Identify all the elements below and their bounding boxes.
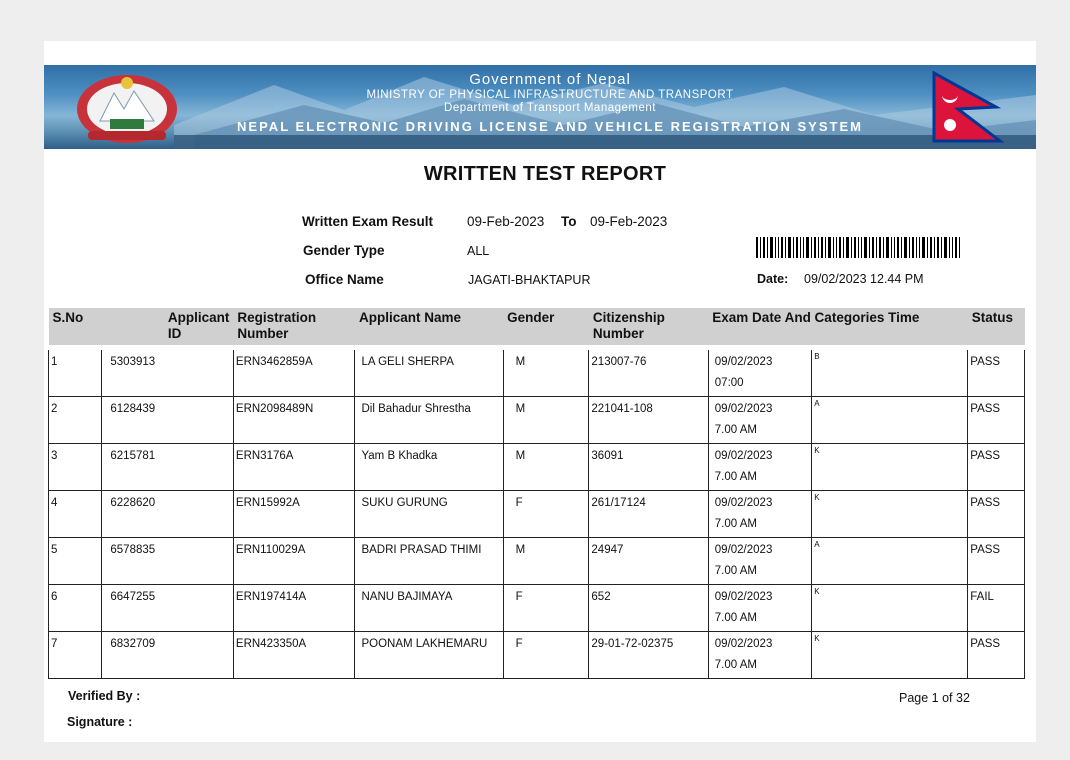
- cell-category: K: [812, 491, 968, 538]
- cell-gender: F: [503, 632, 589, 679]
- table-row: [49, 632, 1025, 679]
- exam-date: 09/02/2023: [714, 450, 773, 462]
- cell-applicant-id: 6647255: [102, 585, 234, 632]
- cell-gender: F: [503, 491, 589, 538]
- cell-registration-number: ERN197414A: [233, 585, 355, 632]
- cell-sno: 1: [49, 348, 102, 397]
- cell-status: PASS: [968, 444, 1025, 491]
- office-name-label: Office Name: [305, 272, 384, 287]
- exam-date: 09/02/2023: [714, 544, 773, 556]
- cell-status: PASS: [968, 632, 1025, 679]
- cell-applicant-name: LA GELI SHERPA: [355, 348, 503, 397]
- page-indicator: Page 1 of 32: [899, 691, 970, 705]
- col-header-exam-date-categories: Exam Date And Categories Time: [708, 308, 967, 348]
- cell-citizenship-number: 221041-108: [589, 397, 708, 444]
- cell-applicant-id: 6832709: [102, 632, 234, 679]
- cell-citizenship-number: 261/17124: [589, 491, 708, 538]
- cell-citizenship-number: 29-01-72-02375: [589, 632, 708, 679]
- cell-exam-date-time: [708, 632, 811, 679]
- cell-sno: 4: [49, 491, 102, 538]
- cell-category: K: [812, 585, 968, 632]
- cell-applicant-name: NANU BAJIMAYA: [355, 585, 503, 632]
- cell-gender: M: [503, 444, 589, 491]
- exam-time: 7.00 AM: [714, 612, 757, 624]
- exam-time: 7.00 AM: [714, 659, 757, 671]
- cell-sno: 6: [49, 585, 102, 632]
- cell-exam-date-time: [708, 538, 811, 585]
- date-value: 09/02/2023 12.44 PM: [804, 272, 924, 286]
- exam-time: 7.00 AM: [714, 518, 757, 530]
- exam-date: 09/02/2023: [714, 638, 773, 650]
- table-header-row: [49, 308, 1025, 348]
- col-header-applicant-id: Applicant ID: [102, 308, 234, 348]
- gender-type-label: Gender Type: [303, 243, 385, 258]
- gender-type-value: ALL: [467, 244, 490, 258]
- results-table: [48, 308, 1025, 679]
- cell-category: A: [812, 397, 968, 444]
- table-row: [49, 444, 1025, 491]
- cell-status: PASS: [968, 348, 1025, 397]
- col-header-sno: S.No: [49, 308, 102, 348]
- cell-applicant-id: 6228620: [102, 491, 234, 538]
- exam-date-to: 09-Feb-2023: [590, 214, 668, 229]
- exam-time: 7.00 AM: [714, 424, 757, 436]
- table-row: [49, 348, 1025, 397]
- exam-date: 09/02/2023: [714, 591, 773, 603]
- cell-applicant-id: 6215781: [102, 444, 234, 491]
- system-title: NEPAL ELECTRONIC DRIVING LICENSE AND VEHICLE REGISTRATION SYSTEM: [237, 119, 863, 134]
- report-page: [44, 41, 1036, 742]
- report-title: WRITTEN TEST REPORT: [423, 163, 667, 185]
- col-header-status: Status: [968, 308, 1025, 348]
- cell-applicant-name: POONAM LAKHEMARU: [355, 632, 503, 679]
- cell-sno: 2: [49, 397, 102, 444]
- exam-date-from: 09-Feb-2023: [467, 214, 545, 229]
- to-label: To: [561, 214, 577, 229]
- exam-date: 09/02/2023: [714, 356, 773, 368]
- cell-registration-number: ERN3176A: [233, 444, 355, 491]
- header-banner: [44, 65, 1036, 149]
- exam-result-label: Written Exam Result: [302, 214, 434, 229]
- cell-exam-date-time: [708, 348, 811, 397]
- cell-citizenship-number: 213007-76: [589, 348, 708, 397]
- cell-applicant-name: SUKU GURUNG: [355, 491, 503, 538]
- cell-applicant-name: Yam B Khadka: [355, 444, 503, 491]
- cell-registration-number: ERN2098489N: [233, 397, 355, 444]
- cell-exam-date-time: [708, 397, 811, 444]
- cell-registration-number: ERN110029A: [233, 538, 355, 585]
- cell-category: A: [812, 538, 968, 585]
- col-header-applicant-name: Applicant Name: [355, 308, 503, 348]
- exam-time: 07:00: [714, 377, 744, 389]
- table-row: [49, 585, 1025, 632]
- cell-status: PASS: [968, 491, 1025, 538]
- cell-applicant-name: Dil Bahadur Shrestha: [355, 397, 503, 444]
- cell-gender: M: [503, 538, 589, 585]
- col-header-registration-number: Registration Number: [233, 308, 355, 348]
- exam-time: 7.00 AM: [714, 471, 757, 483]
- cell-registration-number: ERN3462859A: [233, 348, 355, 397]
- cell-category: K: [812, 632, 968, 679]
- cell-status: FAIL: [968, 585, 1025, 632]
- table-row: [49, 491, 1025, 538]
- cell-exam-date-time: [708, 491, 811, 538]
- cell-applicant-id: 6578835: [102, 538, 234, 585]
- barcode-image: [756, 237, 960, 258]
- cell-applicant-id: 6128439: [102, 397, 234, 444]
- verified-by-label: Verified By :: [68, 689, 141, 703]
- nepal-emblem: [66, 69, 188, 147]
- nepal-flag: [930, 71, 1006, 143]
- cell-citizenship-number: 652: [589, 585, 708, 632]
- cell-gender: M: [503, 348, 589, 397]
- cell-citizenship-number: 24947: [589, 538, 708, 585]
- cell-category: B: [812, 348, 968, 397]
- cell-gender: F: [503, 585, 589, 632]
- table-row: [49, 538, 1025, 585]
- signature-label: Signature :: [67, 715, 133, 729]
- cell-gender: M: [503, 397, 589, 444]
- department-title: Department of Transport Management: [444, 102, 656, 114]
- ministry-title: MINISTRY OF PHYSICAL INFRASTRUCTURE AND TRANSPORT: [366, 89, 734, 101]
- cell-status: PASS: [968, 397, 1025, 444]
- cell-sno: 3: [49, 444, 102, 491]
- cell-exam-date-time: [708, 444, 811, 491]
- office-name-value: JAGATI-BHAKTAPUR: [468, 273, 591, 287]
- cell-applicant-id: 5303913: [102, 348, 234, 397]
- exam-time: 7.00 AM: [714, 565, 757, 577]
- cell-citizenship-number: 36091: [589, 444, 708, 491]
- government-title: Government of Nepal: [469, 71, 631, 88]
- cell-category: K: [812, 444, 968, 491]
- cell-sno: 5: [49, 538, 102, 585]
- cell-sno: 7: [49, 632, 102, 679]
- exam-date: 09/02/2023: [714, 497, 773, 509]
- exam-date: 09/02/2023: [714, 403, 773, 415]
- cell-applicant-name: BADRI PRASAD THIMI: [355, 538, 503, 585]
- col-header-gender: Gender: [503, 308, 589, 348]
- cell-exam-date-time: [708, 585, 811, 632]
- cell-registration-number: ERN423350A: [233, 632, 355, 679]
- cell-status: PASS: [968, 538, 1025, 585]
- cell-registration-number: ERN15992A: [233, 491, 355, 538]
- col-header-citizenship-number: Citizenship Number: [589, 308, 708, 348]
- date-label: Date:: [757, 272, 789, 286]
- table-row: [49, 397, 1025, 444]
